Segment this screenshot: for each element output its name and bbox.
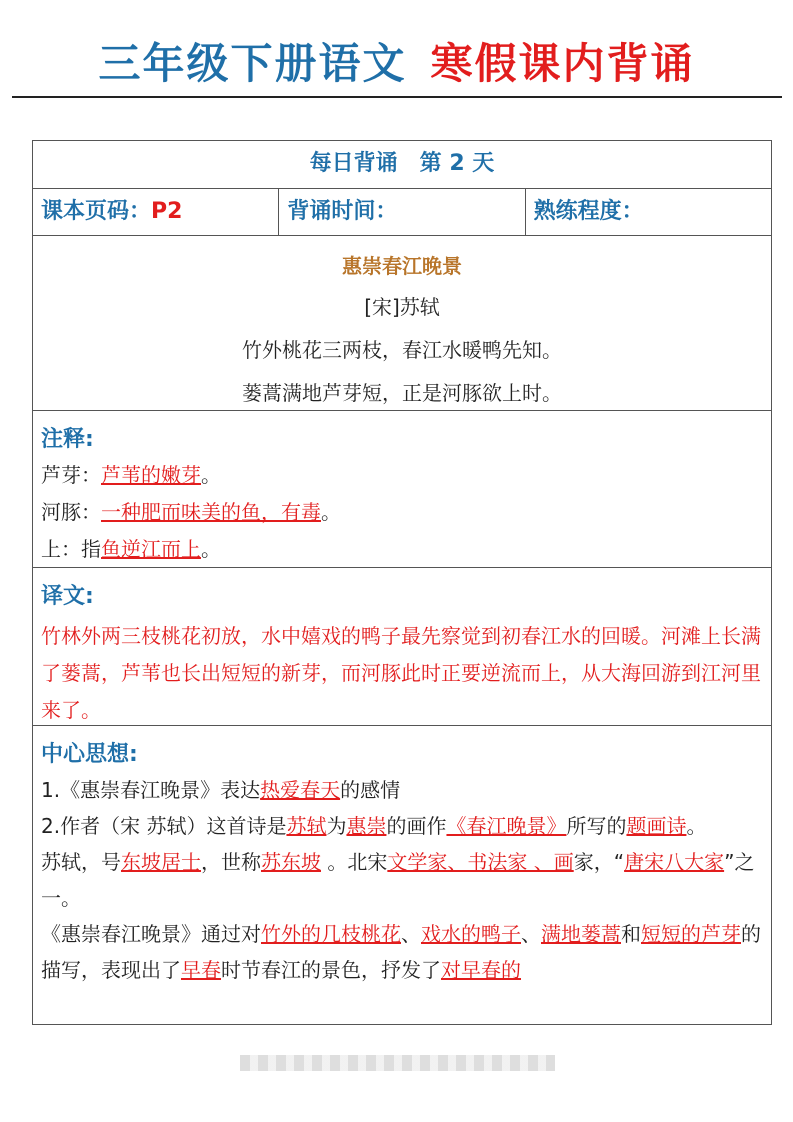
idea-answer: 短短的芦芽 — [641, 922, 741, 946]
day-header: 每日背诵 第 2 天 — [33, 141, 771, 189]
idea-text: 、 — [521, 922, 541, 946]
skill-label: 熟练程度： — [533, 199, 644, 224]
idea-text: 的画作 — [386, 814, 447, 838]
idea-answer: 题画诗 — [626, 814, 687, 838]
poem-section — [33, 236, 771, 411]
note-definition: 芦苇的嫩芽 — [101, 463, 201, 487]
idea-text: 为 — [326, 814, 347, 838]
page-title — [0, 34, 793, 94]
note-end: 。 — [201, 537, 221, 561]
info-row — [33, 189, 771, 236]
idea-answer: 《春江晚景》 — [446, 814, 567, 838]
central-idea-section — [33, 726, 771, 988]
idea-answer: 文学家、书法家 、画 — [387, 850, 574, 874]
idea-text: 所写的 — [566, 814, 627, 838]
recitation-card — [32, 140, 772, 1025]
notes-heading: 注释: — [41, 427, 94, 452]
idea-answer: 苏轼 — [286, 814, 327, 838]
note-end: 。 — [201, 463, 221, 487]
idea-text: 1.《惠崇春江晚景》表达 — [41, 778, 261, 802]
idea-text: 、 — [401, 922, 421, 946]
idea-answer: 早春 — [181, 958, 221, 982]
note-term: 河豚： — [41, 500, 101, 524]
idea-text: ”之一。 — [41, 850, 755, 910]
idea-text: 。北宋 — [321, 850, 388, 874]
idea-text: 。 — [686, 814, 707, 838]
idea-answer: 东坡居士 — [121, 850, 201, 874]
idea-paragraph-2 — [41, 808, 763, 844]
translation-text: 竹林外两三枝桃花初放，水中嬉戏的鸭子最先察觉到初春江水的回暖。河滩上长满了蒌蒿，芦苇也长出短短的新芽，而河豚此时正要逆流而上，从大海回游到江河里来了。 — [41, 624, 761, 722]
blurred-watermark — [240, 1055, 555, 1071]
title-topic: 寒假课内背诵 — [430, 39, 695, 88]
idea-text: ，世称 — [201, 850, 261, 874]
notes-section — [33, 411, 771, 568]
page-cell — [33, 189, 279, 235]
idea-text: 的感情 — [340, 778, 401, 802]
idea-text: 时节春江的景色，抒发了 — [221, 958, 441, 982]
idea-paragraph-1 — [41, 772, 763, 808]
skill-cell — [526, 189, 771, 235]
idea-answer: 热爱春天 — [260, 778, 341, 802]
note-item — [41, 494, 763, 531]
idea-text: 家，“ — [573, 850, 625, 874]
idea-text: 和 — [621, 922, 641, 946]
time-cell — [279, 189, 525, 235]
note-definition: 鱼逆江而上 — [101, 537, 201, 561]
translation-section — [33, 568, 771, 726]
poem-line-1: 竹外桃花三两枝，春江水暖鸭先知。 — [242, 338, 562, 362]
page-value: P2 — [151, 199, 183, 224]
idea-text: 的描写，表现出了 — [41, 922, 761, 982]
time-label: 背诵时间： — [287, 199, 398, 224]
idea-answer: 戏水的鸭子 — [421, 922, 521, 946]
idea-text: 2.作者（宋 苏轼）这首诗是 — [41, 814, 287, 838]
idea-answer: 惠崇 — [346, 814, 387, 838]
note-item — [41, 531, 763, 568]
poem-title: 惠崇春江晚景 — [342, 254, 462, 278]
note-end: 。 — [321, 500, 341, 524]
translation-heading: 译文: — [41, 584, 94, 609]
note-term: 上：指 — [41, 537, 101, 561]
note-definition: 一种肥而味美的鱼，有毒 — [101, 500, 321, 524]
idea-answer: 唐宋八大家 — [624, 850, 725, 874]
poem-author: [宋]苏轼 — [364, 295, 440, 319]
note-term: 芦芽： — [41, 463, 101, 487]
title-grade: 三年级下册语文 — [98, 39, 407, 88]
idea-text: 苏轼，号 — [41, 850, 121, 874]
idea-answer: 对早春的 — [441, 958, 521, 982]
idea-paragraph-4 — [41, 916, 763, 988]
idea-answer: 苏东坡 — [261, 850, 321, 874]
idea-paragraph-3 — [41, 844, 763, 916]
idea-text: 《惠崇春江晚景》通过对 — [41, 922, 261, 946]
page-label: 课本页码： — [41, 199, 152, 224]
title-divider — [12, 96, 782, 98]
idea-answer: 竹外的几枝桃花 — [261, 922, 401, 946]
central-idea-heading: 中心思想: — [41, 742, 138, 767]
idea-answer: 满地蒌蒿 — [541, 922, 621, 946]
poem-line-2: 蒌蒿满地芦芽短，正是河豚欲上时。 — [242, 381, 562, 405]
note-item — [41, 457, 763, 494]
